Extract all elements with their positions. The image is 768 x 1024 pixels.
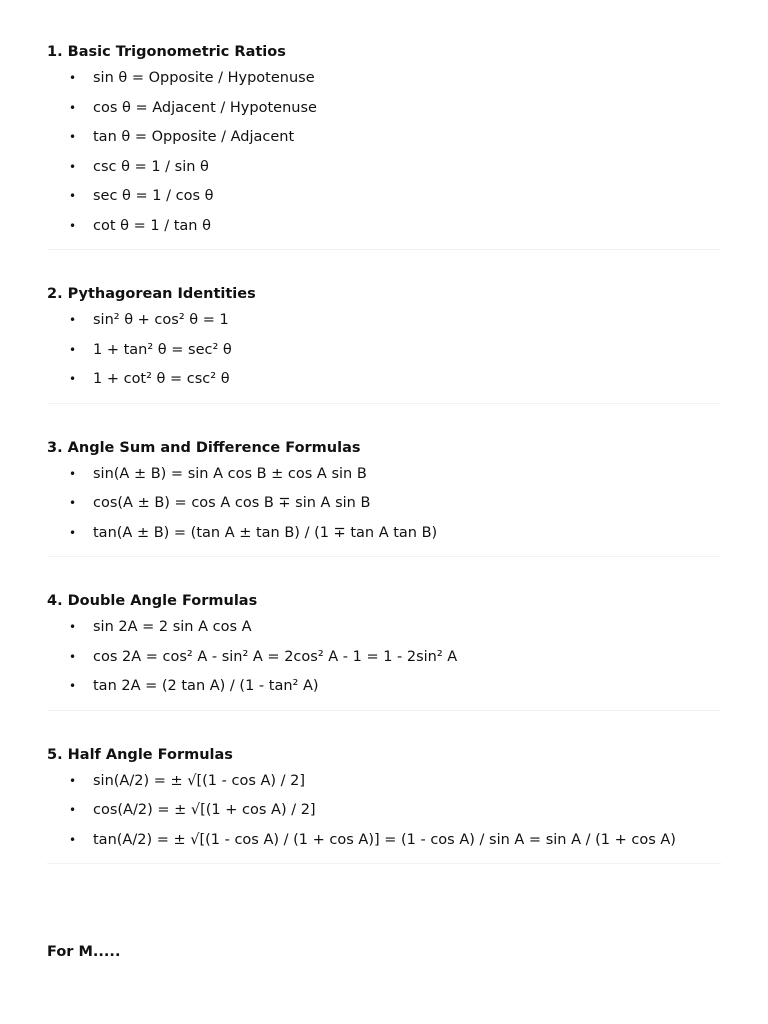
section-basic-ratios (47, 41, 721, 250)
formula-item (47, 67, 721, 89)
bullet-icon: • (69, 803, 77, 817)
formula-item (47, 368, 721, 390)
formula-item (47, 799, 721, 821)
formula-item (47, 616, 721, 638)
formula-list (47, 770, 721, 851)
formula-item (47, 97, 721, 119)
formula-item (47, 829, 721, 851)
section-title: 1. Basic Trigonometric Ratios (47, 44, 286, 60)
bullet-icon: • (69, 218, 77, 233)
formula-item (47, 522, 721, 544)
formula-text: sin(A ± B) = sin A cos B ± cos A sin B (93, 465, 367, 482)
bullet-icon: • (69, 71, 77, 85)
formula-sheet (47, 41, 721, 897)
bullet-icon: • (69, 649, 77, 664)
formula-item (47, 339, 721, 361)
formula-text: 1 + cot² θ = csc² θ (93, 371, 230, 387)
bullet-icon: • (69, 679, 77, 693)
bullet-icon: • (69, 832, 77, 847)
bullet-icon: • (69, 496, 77, 510)
formula-text: tan(A/2) = ± √[(1 - cos A) / (1 + cos A)] = (1 - cos A) / sin A = sin A / (1 + cos A) (93, 831, 676, 848)
bullet-icon: • (69, 342, 77, 357)
bullet-icon: • (69, 130, 77, 144)
formula-text: cos(A ± B) = cos A cos B ∓ sin A sin B (93, 495, 371, 511)
formula-item (47, 492, 721, 514)
formula-item (47, 646, 721, 668)
section-pythagorean-identities (47, 283, 721, 404)
formula-item (47, 675, 721, 697)
bullet-icon: • (69, 466, 77, 481)
bullet-icon: • (69, 525, 77, 540)
bullet-icon: • (69, 372, 77, 386)
formula-text: tan 2A = (2 tan A) / (1 - tan² A) (93, 678, 319, 694)
formula-item (47, 156, 721, 178)
bullet-icon: • (69, 159, 77, 174)
bullet-icon: • (69, 620, 77, 634)
formula-text: 1 + tan² θ = sec² θ (93, 341, 232, 358)
section-double-angle (47, 590, 721, 711)
formula-text: cot θ = 1 / tan θ (93, 217, 211, 234)
formula-item (47, 309, 721, 331)
bullet-icon: • (69, 189, 77, 203)
formula-item (47, 185, 721, 207)
formula-text: cos θ = Adjacent / Hypotenuse (93, 99, 317, 116)
formula-list (47, 616, 721, 697)
formula-text: tan(A ± B) = (tan A ± tan B) / (1 ∓ tan A tan B) (93, 524, 438, 541)
formula-text: sin² θ + cos² θ = 1 (93, 312, 229, 328)
section-title: 4. Double Angle Formulas (47, 593, 258, 609)
formula-item (47, 463, 721, 485)
formula-item (47, 215, 721, 237)
formula-text: tan θ = Opposite / Adjacent (93, 129, 295, 145)
section-half-angle (47, 744, 721, 865)
section-title: 2. Pythagorean Identities (47, 286, 256, 302)
formula-list (47, 67, 721, 237)
formula-text: sin θ = Opposite / Hypotenuse (93, 70, 315, 86)
section-title: 5. Half Angle Formulas (47, 746, 233, 763)
footer-text: For M..... (47, 944, 121, 960)
formula-text: sin 2A = 2 sin A cos A (93, 619, 252, 635)
section-title: 3. Angle Sum and Difference Formulas (47, 439, 361, 456)
formula-item (47, 126, 721, 148)
section-angle-sum-difference (47, 437, 721, 558)
formula-item (47, 770, 721, 792)
bullet-icon: • (69, 100, 77, 115)
formula-text: sec θ = 1 / cos θ (93, 188, 214, 204)
bullet-icon: • (69, 773, 77, 788)
formula-text: csc θ = 1 / sin θ (93, 158, 209, 175)
formula-text: cos(A/2) = ± √[(1 + cos A) / 2] (93, 802, 316, 818)
formula-text: sin(A/2) = ± √[(1 - cos A) / 2] (93, 772, 306, 789)
bullet-icon: • (69, 313, 77, 327)
formula-text: cos 2A = cos² A - sin² A = 2cos² A - 1 = 1 - 2sin² A (93, 648, 458, 665)
formula-list (47, 463, 721, 544)
formula-list (47, 309, 721, 390)
